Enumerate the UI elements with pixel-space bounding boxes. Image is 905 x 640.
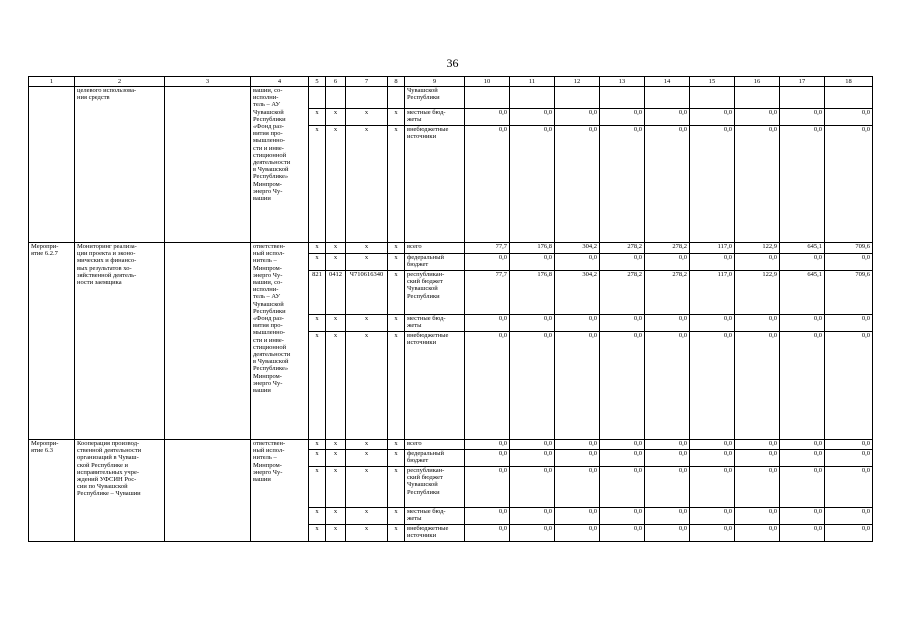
code-grbs: x xyxy=(309,315,326,332)
amount-cell xyxy=(600,87,645,109)
amount-cell: 304,2 xyxy=(555,271,600,315)
amount-cell: 0,0 xyxy=(510,508,555,525)
amount-cell: 0,0 xyxy=(780,525,825,542)
funding-source: внебюджетные источники xyxy=(405,525,465,542)
amount-cell: 0,0 xyxy=(465,315,510,332)
amount-cell: 0,0 xyxy=(780,508,825,525)
amount-cell: 645,1 xyxy=(780,243,825,254)
amount-cell: 176,8 xyxy=(510,271,555,315)
amount-cell: 0,0 xyxy=(465,450,510,467)
code-grbs: x xyxy=(309,243,326,254)
amount-cell: 0,0 xyxy=(465,126,510,243)
header-cell: 18 xyxy=(825,77,873,87)
amount-cell: 0,0 xyxy=(645,332,690,440)
table-row xyxy=(29,243,873,254)
code-target: x xyxy=(346,508,388,525)
code-grbs: x xyxy=(309,440,326,450)
code-grbs: x xyxy=(309,126,326,243)
table-row xyxy=(29,87,873,109)
code-target: x xyxy=(346,467,388,508)
amount-cell: 304,2 xyxy=(555,243,600,254)
amount-cell xyxy=(465,87,510,109)
code-type: x xyxy=(388,254,405,271)
amount-cell: 0,0 xyxy=(735,332,780,440)
code-type: x xyxy=(388,126,405,243)
amount-cell: 0,0 xyxy=(510,440,555,450)
amount-cell: 0,0 xyxy=(600,315,645,332)
code-type: x xyxy=(388,450,405,467)
amount-cell: 0,0 xyxy=(510,254,555,271)
code-grbs: x xyxy=(309,450,326,467)
amount-cell: 0,0 xyxy=(555,508,600,525)
code-target: x xyxy=(346,109,388,126)
amount-cell: 0,0 xyxy=(690,332,735,440)
amount-cell: 0,0 xyxy=(825,315,873,332)
funding-source: местные бюд- жеты xyxy=(405,109,465,126)
amount-cell: 0,0 xyxy=(690,315,735,332)
measure-name: целевого использова- ния средств xyxy=(75,87,165,243)
code-section: x xyxy=(326,450,346,467)
amount-cell: 645,1 xyxy=(780,271,825,315)
code-target: x xyxy=(346,254,388,271)
funding-source: внебюджетные источники xyxy=(405,332,465,440)
code-target: x xyxy=(346,332,388,440)
amount-cell: 278,2 xyxy=(600,271,645,315)
amount-cell: 278,2 xyxy=(645,271,690,315)
amount-cell: 0,0 xyxy=(780,254,825,271)
code-grbs: x xyxy=(309,508,326,525)
header-cell: 10 xyxy=(465,77,510,87)
amount-cell: 0,0 xyxy=(465,525,510,542)
amount-cell: 0,0 xyxy=(600,332,645,440)
amount-cell: 278,2 xyxy=(645,243,690,254)
code-type: x xyxy=(388,109,405,126)
amount-cell: 0,0 xyxy=(510,315,555,332)
code-grbs: x xyxy=(309,467,326,508)
budget-table xyxy=(28,76,873,542)
amount-cell: 0,0 xyxy=(510,525,555,542)
amount-cell: 0,0 xyxy=(645,109,690,126)
amount-cell: 176,8 xyxy=(510,243,555,254)
code-type: x xyxy=(388,467,405,508)
code-type: x xyxy=(388,271,405,315)
header-cell: 14 xyxy=(645,77,690,87)
amount-cell: 0,0 xyxy=(510,126,555,243)
amount-cell: 0,0 xyxy=(690,525,735,542)
header-cell: 1 xyxy=(29,77,75,87)
amount-cell: 0,0 xyxy=(780,450,825,467)
amount-cell: 0,0 xyxy=(780,126,825,243)
amount-cell: 0,0 xyxy=(645,126,690,243)
amount-cell: 0,0 xyxy=(690,440,735,450)
amount-cell: 117,0 xyxy=(690,271,735,315)
code-type xyxy=(388,87,405,109)
empty-cell xyxy=(165,87,251,243)
amount-cell: 0,0 xyxy=(555,332,600,440)
code-section: x xyxy=(326,243,346,254)
header-cell: 6 xyxy=(326,77,346,87)
funding-source: республикан- ский бюджет Чувашской Республики xyxy=(405,271,465,315)
amount-cell: 77,7 xyxy=(465,271,510,315)
amount-cell: 0,0 xyxy=(555,126,600,243)
amount-cell: 0,0 xyxy=(735,467,780,508)
amount-cell: 0,0 xyxy=(465,254,510,271)
code-type: x xyxy=(388,525,405,542)
code-grbs: 821 xyxy=(309,271,326,315)
measure-id: Меропри- ятие 6.2.7 xyxy=(29,243,75,440)
amount-cell: 0,0 xyxy=(735,315,780,332)
code-type: x xyxy=(388,332,405,440)
code-target: Ч710616340 xyxy=(346,271,388,315)
amount-cell: 0,0 xyxy=(690,450,735,467)
amount-cell: 0,0 xyxy=(555,440,600,450)
amount-cell xyxy=(690,87,735,109)
amount-cell: 0,0 xyxy=(555,109,600,126)
amount-cell: 0,0 xyxy=(825,525,873,542)
amount-cell: 0,0 xyxy=(465,332,510,440)
code-section: x xyxy=(326,508,346,525)
amount-cell: 0,0 xyxy=(735,109,780,126)
funding-source: местные бюд- жеты xyxy=(405,315,465,332)
code-type: x xyxy=(388,508,405,525)
amount-cell: 0,0 xyxy=(690,508,735,525)
header-cell: 5 xyxy=(309,77,326,87)
measure-id xyxy=(29,87,75,243)
amount-cell: 122,9 xyxy=(735,243,780,254)
amount-cell xyxy=(645,87,690,109)
funding-source: федеральный бюджет xyxy=(405,254,465,271)
amount-cell: 0,0 xyxy=(600,467,645,508)
code-type: x xyxy=(388,243,405,254)
code-target: x xyxy=(346,525,388,542)
amount-cell: 0,0 xyxy=(555,467,600,508)
funding-source: Чувашской Республики xyxy=(405,87,465,109)
code-section: x xyxy=(326,315,346,332)
code-section: x xyxy=(326,467,346,508)
amount-cell: 0,0 xyxy=(780,332,825,440)
code-section: x xyxy=(326,332,346,440)
code-target: x xyxy=(346,315,388,332)
code-grbs xyxy=(309,87,326,109)
amount-cell: 0,0 xyxy=(600,525,645,542)
table-row xyxy=(29,440,873,450)
amount-cell: 0,0 xyxy=(825,109,873,126)
amount-cell: 0,0 xyxy=(825,254,873,271)
amount-cell: 0,0 xyxy=(825,467,873,508)
amount-cell: 709,6 xyxy=(825,271,873,315)
code-section: x xyxy=(326,109,346,126)
funding-source: всего xyxy=(405,243,465,254)
code-target: x xyxy=(346,126,388,243)
header-cell: 9 xyxy=(405,77,465,87)
amount-cell: 0,0 xyxy=(555,525,600,542)
amount-cell: 709,6 xyxy=(825,243,873,254)
code-grbs: x xyxy=(309,254,326,271)
amount-cell: 0,0 xyxy=(645,315,690,332)
empty-cell xyxy=(165,243,251,440)
amount-cell xyxy=(555,87,600,109)
funding-source: республикан- ский бюджет Чувашской Республики xyxy=(405,467,465,508)
amount-cell: 0,0 xyxy=(690,109,735,126)
code-section: x xyxy=(326,525,346,542)
amount-cell: 0,0 xyxy=(690,467,735,508)
amount-cell: 0,0 xyxy=(735,440,780,450)
amount-cell: 0,0 xyxy=(825,332,873,440)
amount-cell: 0,0 xyxy=(780,440,825,450)
page-number: 36 xyxy=(446,56,459,70)
header-cell: 3 xyxy=(165,77,251,87)
amount-cell: 122,9 xyxy=(735,271,780,315)
amount-cell xyxy=(825,87,873,109)
amount-cell: 0,0 xyxy=(735,508,780,525)
measure-id: Меропри- ятие 6.3 xyxy=(29,440,75,542)
header-cell: 8 xyxy=(388,77,405,87)
executor: вашии, со- исполни- тель – АУ Чувашской Республики «Фонд раз- вития про- мышленно- сти и инве- стиционной деятельности в Чувашской Республике» Минпром- энерго Чу- вашии xyxy=(251,87,309,243)
amount-cell xyxy=(735,87,780,109)
amount-cell xyxy=(510,87,555,109)
amount-cell: 77,7 xyxy=(465,243,510,254)
amount-cell: 117,0 xyxy=(690,243,735,254)
code-target: x xyxy=(346,450,388,467)
amount-cell: 0,0 xyxy=(600,440,645,450)
amount-cell: 0,0 xyxy=(645,508,690,525)
header-cell: 11 xyxy=(510,77,555,87)
amount-cell: 0,0 xyxy=(645,525,690,542)
amount-cell: 0,0 xyxy=(825,440,873,450)
amount-cell: 0,0 xyxy=(600,126,645,243)
amount-cell: 0,0 xyxy=(825,450,873,467)
amount-cell: 0,0 xyxy=(465,440,510,450)
code-section: x xyxy=(326,126,346,243)
amount-cell: 0,0 xyxy=(645,254,690,271)
amount-cell: 0,0 xyxy=(645,450,690,467)
amount-cell: 278,2 xyxy=(600,243,645,254)
amount-cell: 0,0 xyxy=(780,109,825,126)
header-cell: 4 xyxy=(251,77,309,87)
amount-cell: 0,0 xyxy=(555,315,600,332)
code-type: x xyxy=(388,315,405,332)
header-cell: 15 xyxy=(690,77,735,87)
funding-source: всего xyxy=(405,440,465,450)
header-cell: 13 xyxy=(600,77,645,87)
amount-cell: 0,0 xyxy=(735,254,780,271)
code-section: 0412 xyxy=(326,271,346,315)
amount-cell: 0,0 xyxy=(735,126,780,243)
funding-source: местные бюд- жеты xyxy=(405,508,465,525)
amount-cell xyxy=(780,87,825,109)
code-section xyxy=(326,87,346,109)
header-row xyxy=(29,77,873,87)
amount-cell: 0,0 xyxy=(735,450,780,467)
header-cell: 17 xyxy=(780,77,825,87)
amount-cell: 0,0 xyxy=(825,508,873,525)
funding-source: федеральный бюджет xyxy=(405,450,465,467)
measure-name: Мониторинг реализа- ции проекта и эконо- мических и финансо- вых результатов хо- зяйственной деятель- ности заемщика xyxy=(75,243,165,440)
amount-cell: 0,0 xyxy=(600,109,645,126)
amount-cell: 0,0 xyxy=(555,450,600,467)
amount-cell: 0,0 xyxy=(825,126,873,243)
amount-cell: 0,0 xyxy=(645,440,690,450)
code-target xyxy=(346,87,388,109)
header-cell: 16 xyxy=(735,77,780,87)
code-section: x xyxy=(326,254,346,271)
code-section: x xyxy=(326,440,346,450)
amount-cell: 0,0 xyxy=(780,315,825,332)
amount-cell: 0,0 xyxy=(600,254,645,271)
amount-cell: 0,0 xyxy=(780,467,825,508)
measure-name: Кооперация производ- ственной деятельности организаций в Чуваш- ской Республике и исправительных учре- ждений УФСИН Рос- сии по Чувашской Республике – Чувашии xyxy=(75,440,165,542)
header-cell: 2 xyxy=(75,77,165,87)
executor: ответствен- ный испол- нитель – Минпром- энерго Чу- вашии xyxy=(251,440,309,542)
amount-cell: 0,0 xyxy=(690,126,735,243)
header-cell: 7 xyxy=(346,77,388,87)
empty-cell xyxy=(165,440,251,542)
header-cell: 12 xyxy=(555,77,600,87)
amount-cell: 0,0 xyxy=(600,508,645,525)
amount-cell: 0,0 xyxy=(465,508,510,525)
amount-cell: 0,0 xyxy=(510,332,555,440)
code-target: x xyxy=(346,440,388,450)
code-grbs: x xyxy=(309,525,326,542)
code-type: x xyxy=(388,440,405,450)
amount-cell: 0,0 xyxy=(510,467,555,508)
executor: ответствен- ный испол- нитель – Минпром- энерго Чу- вашии, со- исполни- тель – АУ Чувашской Республики «Фонд раз- вития про- мышленно- сти и инве- стиционной деятельности в Чувашской Республике» Минпром- энерго Чу- вашии xyxy=(251,243,309,440)
amount-cell: 0,0 xyxy=(645,467,690,508)
funding-source: внебюджетные источники xyxy=(405,126,465,243)
amount-cell: 0,0 xyxy=(510,109,555,126)
amount-cell: 0,0 xyxy=(735,525,780,542)
amount-cell: 0,0 xyxy=(600,450,645,467)
amount-cell: 0,0 xyxy=(465,109,510,126)
code-grbs: x xyxy=(309,332,326,440)
amount-cell: 0,0 xyxy=(510,450,555,467)
code-target: x xyxy=(346,243,388,254)
amount-cell: 0,0 xyxy=(690,254,735,271)
code-grbs: x xyxy=(309,109,326,126)
amount-cell: 0,0 xyxy=(555,254,600,271)
amount-cell: 0,0 xyxy=(465,467,510,508)
